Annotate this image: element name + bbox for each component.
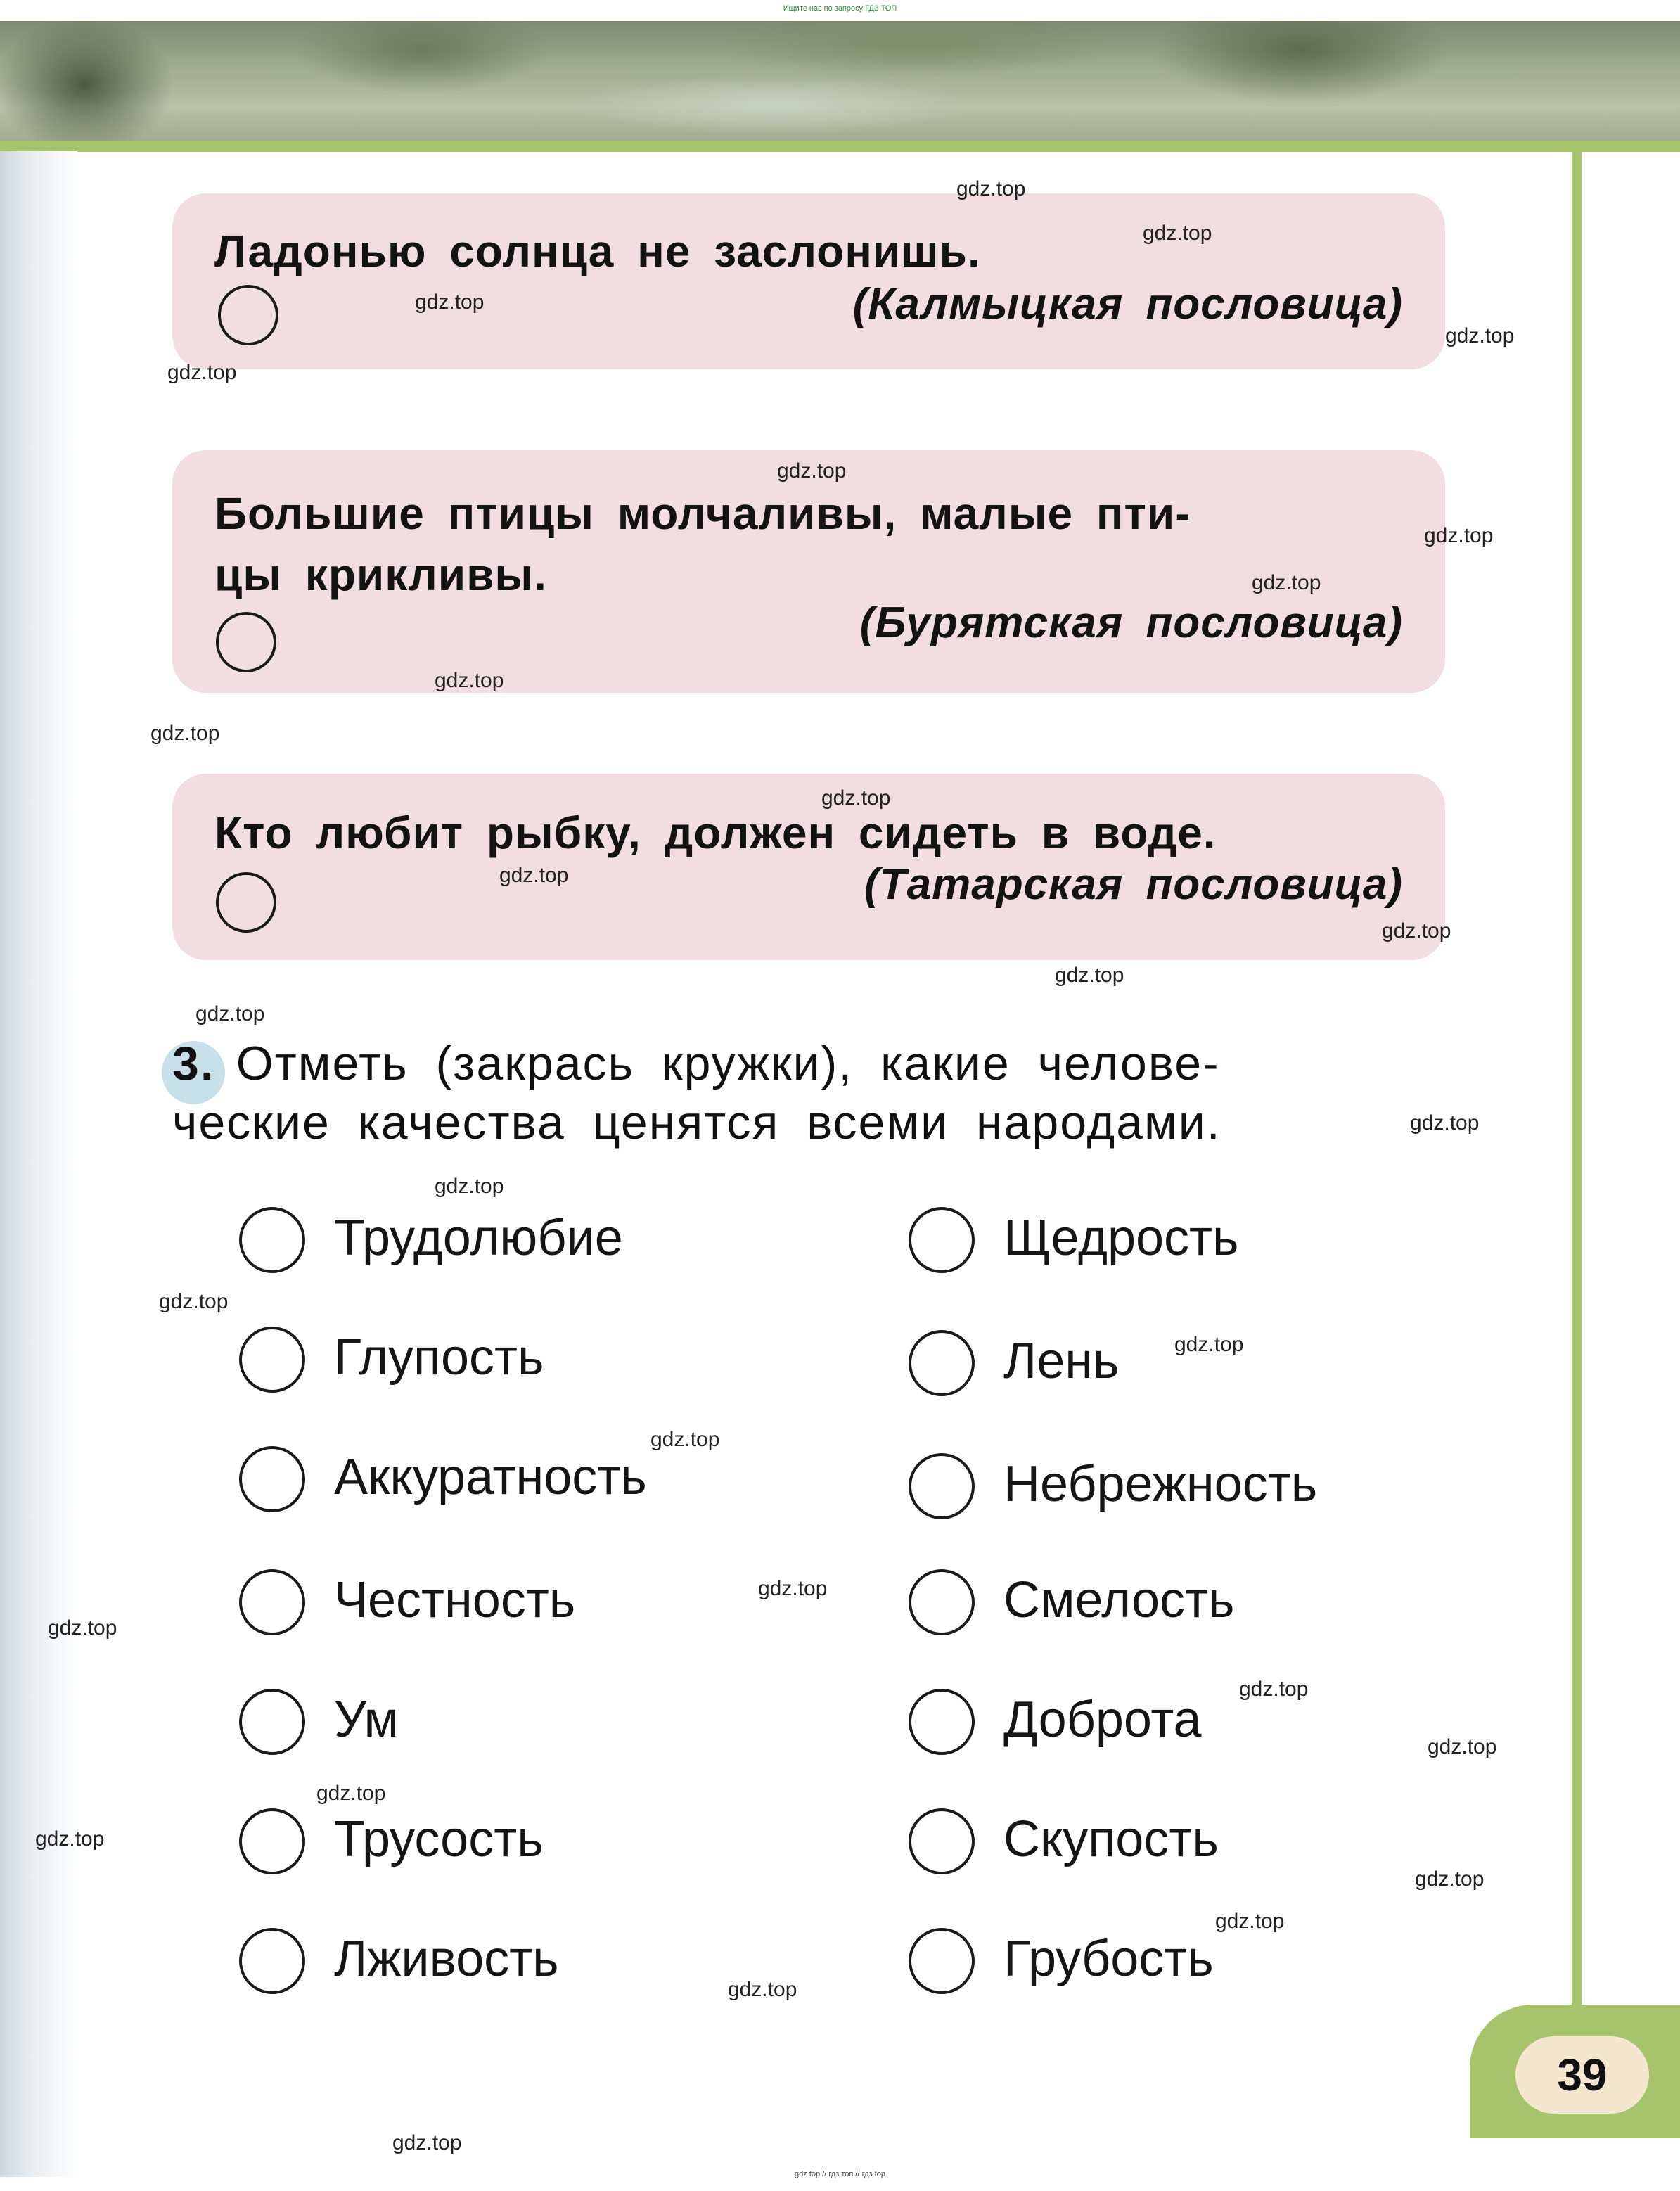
watermark: gdz.top [35,1827,105,1851]
watermark: gdz.top [195,1002,265,1026]
task-line-1-text: Отметь (закрась кружки), какие челове- [236,1037,1220,1090]
header-photo-banner [0,21,1680,144]
option-label: Грубость [1003,1931,1214,1987]
option-circle[interactable] [909,1808,975,1874]
watermark: gdz.top [728,1978,797,2001]
option-label: Щедрость [1003,1210,1239,1266]
watermark: gdz.top [1239,1678,1309,1701]
watermark: gdz.top [1143,222,1212,245]
proverb-text-line-2: цы крикливы. [214,549,547,600]
right-margin-rule [1572,144,1582,2015]
task-line-2: ческие качества ценятся всеми народами. [172,1096,1221,1149]
option-circle[interactable] [909,1569,975,1635]
watermark: gdz.top [392,2131,462,2154]
watermark: gdz.top [159,1290,229,1313]
proverb-source: (Калмыцкая пословица) [852,280,1403,328]
watermark: gdz.top [1445,324,1515,347]
watermark: gdz.top [1252,571,1321,594]
option-circle[interactable] [909,1453,975,1519]
proverb-checkbox-circle[interactable] [218,285,278,345]
watermark: gdz.top [956,177,1026,200]
option-label: Аккуратность [334,1449,647,1505]
watermark: gdz.top [415,290,485,314]
top-note: Ищите нас по запросу ГДЗ ТОП [783,4,897,13]
option-label: Трудолюбие [334,1210,623,1266]
option-circle[interactable] [239,1569,305,1635]
proverb-text: Кто любит рыбку, должен сидеть в воде. [214,807,1217,858]
watermark: gdz.top [650,1428,720,1451]
watermark: gdz.top [499,864,569,887]
page-spine-shadow [0,151,77,2177]
watermark: gdz.top [48,1616,117,1640]
task-line-1 [172,1034,1473,1093]
banner-divider [0,141,1680,152]
watermark: gdz.top [1055,964,1124,987]
option-circle[interactable] [239,1446,305,1512]
option-circle[interactable] [239,1808,305,1874]
watermark: gdz.top [167,361,237,384]
option-circle[interactable] [909,1330,975,1396]
page-number: 39 [1515,2036,1649,2114]
option-circle[interactable] [239,1689,305,1755]
watermark: gdz.top [150,722,220,745]
watermark: gdz.top [1174,1333,1244,1356]
task-number: 3. [172,1037,215,1090]
watermark: gdz.top [1215,1910,1285,1933]
option-circle[interactable] [909,1689,975,1755]
proverb-card-1 [172,193,1445,369]
task-instruction [172,1034,1473,1152]
watermark: gdz.top [1382,919,1451,943]
landscape-image [0,21,1680,144]
proverb-text: Ладонью солнца не заслонишь. [214,226,981,276]
watermark: gdz.top [821,786,891,810]
option-label: Доброта [1003,1692,1202,1748]
option-circle[interactable] [239,1327,305,1393]
option-circle[interactable] [239,1207,305,1273]
option-circle[interactable] [909,1928,975,1994]
option-label: Глупость [334,1329,544,1386]
option-label: Ум [334,1692,399,1748]
watermark: gdz.top [1415,1867,1485,1891]
proverb-source: (Бурятская пословица) [859,599,1403,647]
proverb-card-3 [172,774,1445,960]
option-label: Небрежность [1003,1456,1318,1512]
proverb-checkbox-circle[interactable] [216,612,276,672]
option-label: Лень [1003,1333,1120,1389]
bottom-note: gdz top // гдз топ // гдз.top [795,2170,885,2178]
watermark: gdz.top [435,669,504,692]
option-label: Смелость [1003,1572,1235,1628]
option-label: Скупость [1003,1811,1219,1867]
watermark: gdz.top [758,1577,828,1600]
watermark: gdz.top [1428,1735,1497,1758]
option-label: Трусость [334,1811,544,1867]
option-label: Лживость [334,1931,559,1987]
watermark: gdz.top [777,459,847,483]
proverb-text-line-1: Большие птицы молчаливы, малые пти- [214,488,1191,539]
proverb-checkbox-circle[interactable] [216,872,276,933]
watermark: gdz.top [1424,524,1494,547]
option-circle[interactable] [239,1928,305,1994]
watermark: gdz.top [316,1782,386,1805]
option-label: Честность [334,1572,576,1628]
watermark: gdz.top [435,1175,504,1198]
watermark: gdz.top [1410,1111,1480,1135]
proverb-source: (Татарская пословица) [864,860,1403,909]
option-circle[interactable] [909,1207,975,1273]
